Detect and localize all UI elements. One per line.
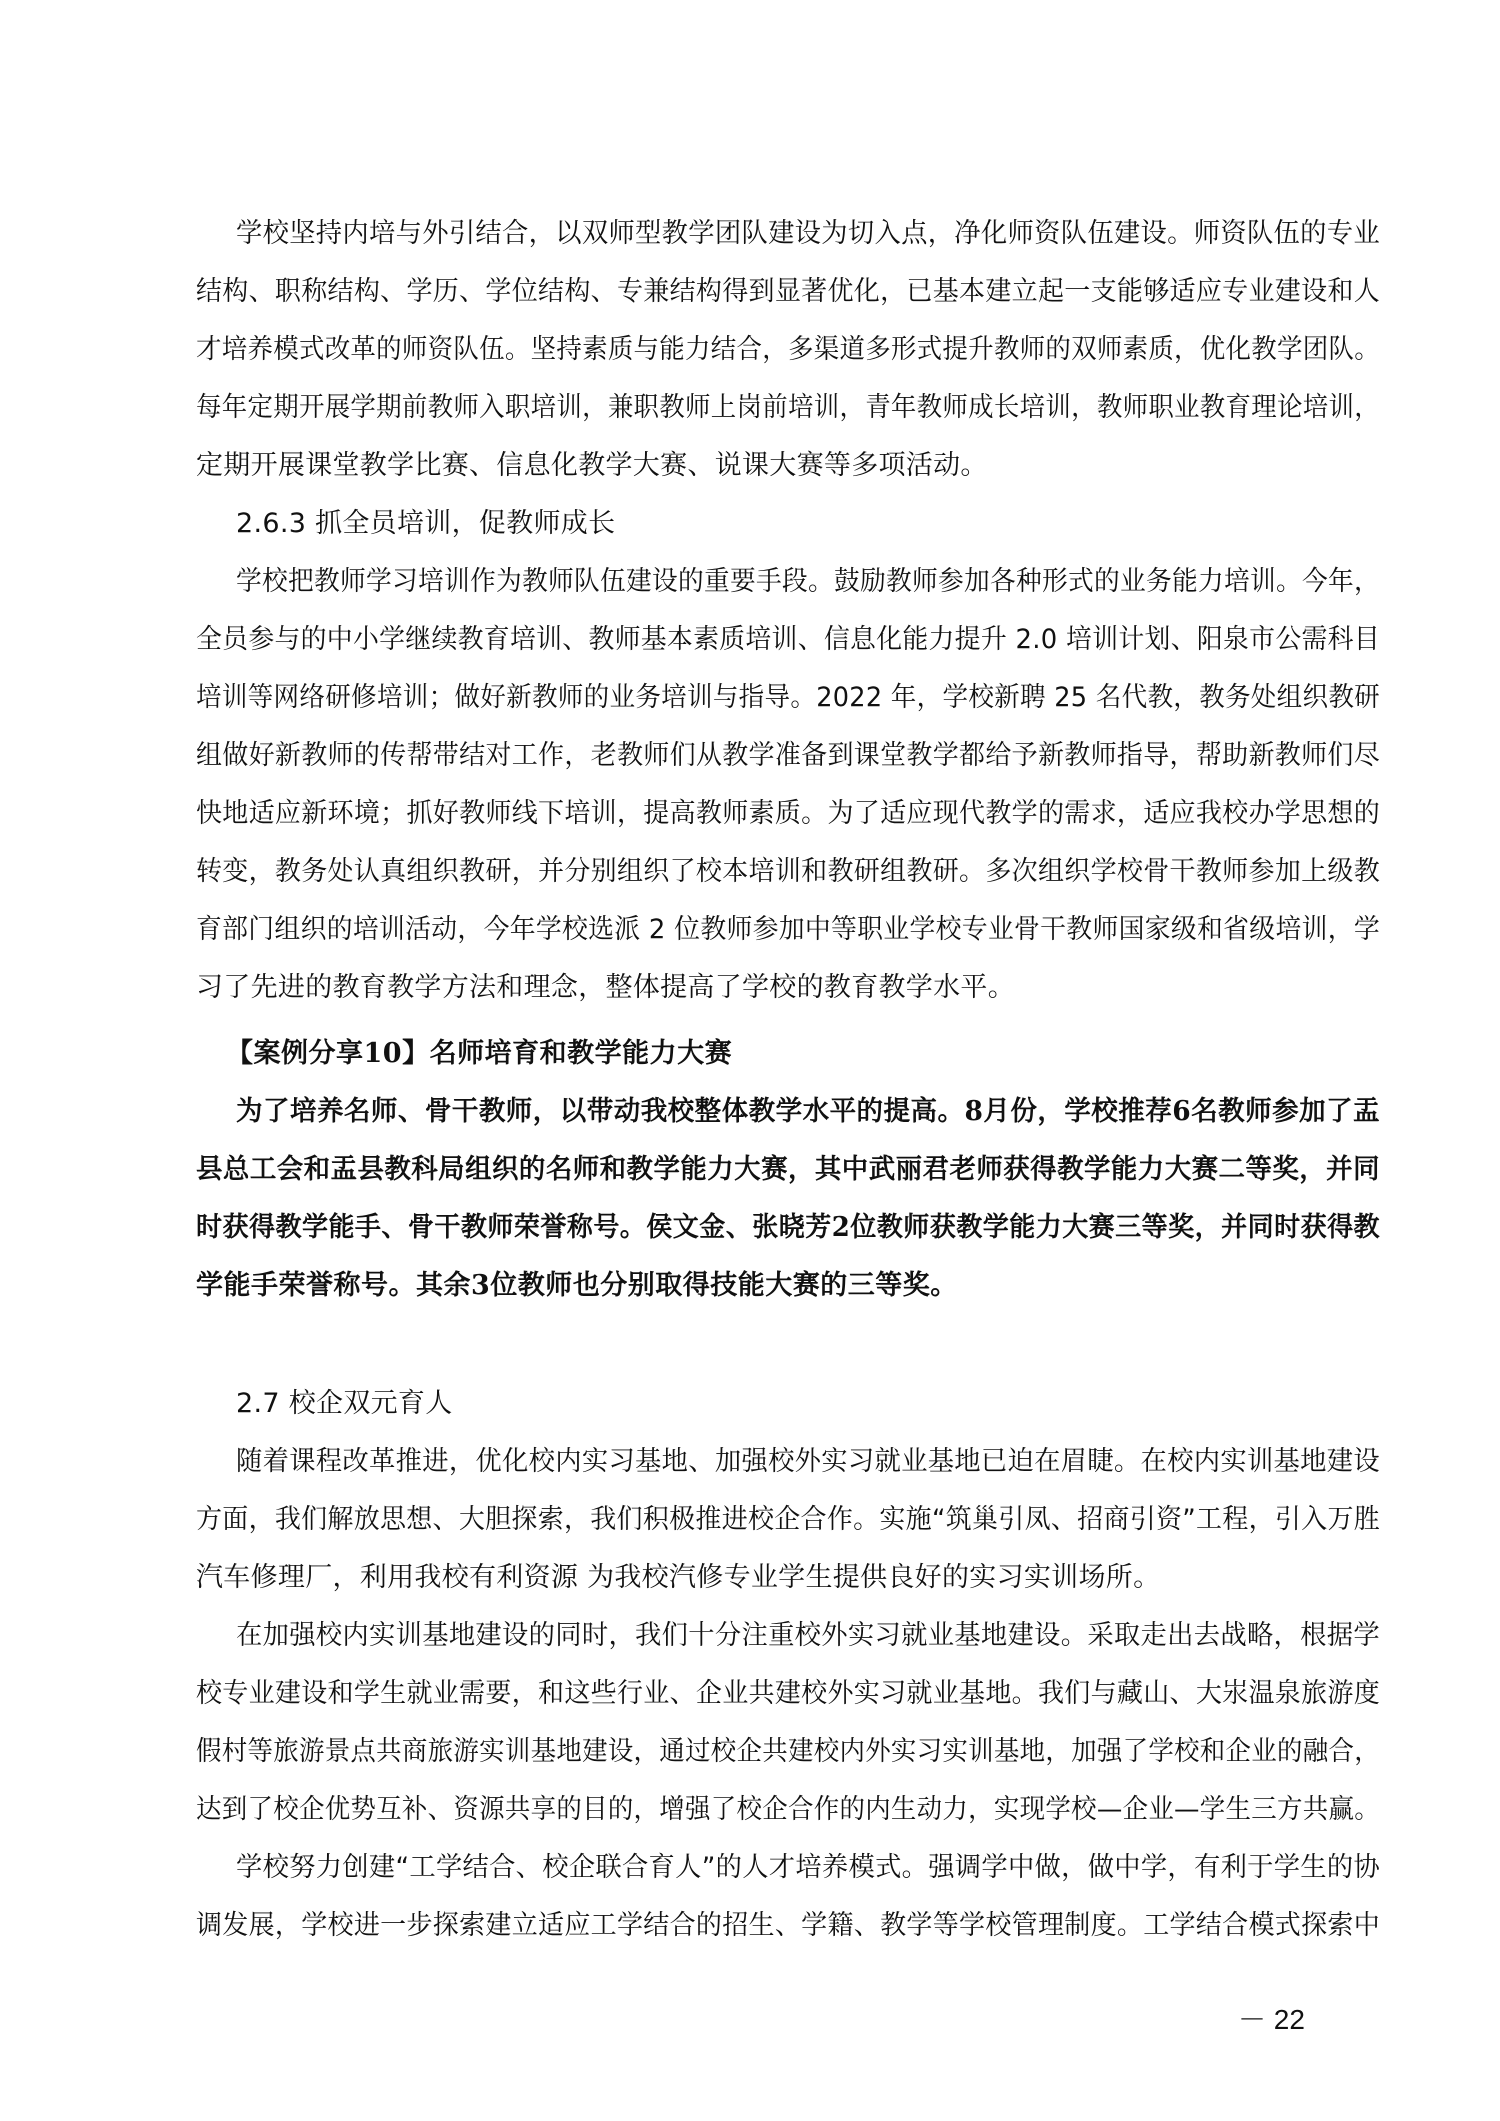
text-line: 为了培养名师、骨干教师，以带动我校整体教学水平的提高。8月份，学校推荐6名教师参加了盂 (236, 1096, 1381, 1127)
text-line: 随着课程改革推进，优化校内实习基地、加强校外实习就业基地已迫在眉睫。在校内实训基地建设 (236, 1446, 1380, 1477)
heading-text: 2.6.3 抓全员培训，促教师成长 (236, 508, 616, 539)
text-line: 方面，我们解放思想、大胆探索，我们积极推进校企合作。实施“筑巢引凤、招商引资”工程，引入万胜 (196, 1504, 1381, 1535)
text-line: 假村等旅游景点共商旅游实训基地建设，通过校企共建校内外实习实训基地，加强了学校和企业的融合， (196, 1736, 1380, 1767)
text-line: 培训等网络研修培训；做好新教师的业务培训与指导。2022 年，学校新聘 25 名代教，教务处组织教研 (196, 682, 1381, 713)
text-line: 定期开展课堂教学比赛、信息化教学大赛、说课大赛等多项活动。 (196, 450, 988, 481)
page-number: － 22 (1238, 2004, 1305, 2035)
text-line: 在加强校内实训基地建设的同时，我们十分注重校外实习就业基地建设。采取走出去战略，根据学 (236, 1620, 1380, 1651)
text-line: 调发展，学校进一步探索建立适应工学结合的招生、学籍、教学等学校管理制度。工学结合模式探索中 (196, 1910, 1381, 1941)
text-line: 育部门组织的培训活动，今年学校选派 2 位教师参加中等职业学校专业骨干教师国家级和省级培训，学 (196, 914, 1381, 945)
text-line: 学校坚持内培与外引结合，以双师型教学团队建设为切入点，净化师资队伍建设。师资队伍的专业 (236, 218, 1380, 249)
text-line: 组做好新教师的传帮带结对工作，老教师们从教学准备到课堂教学都给予新教师指导，帮助新教师们尽 (196, 740, 1381, 771)
heading-text: 2.7 校企双元育人 (236, 1388, 453, 1419)
text-line: 时获得教学能手、骨干教师荣誉称号。侯文金、张晓芳2位教师获教学能力大赛三等奖，并同时获得教 (196, 1212, 1381, 1243)
text-line: 县总工会和盂县教科局组织的名师和教学能力大赛，其中武丽君老师获得教学能力大赛二等奖，并同 (196, 1154, 1380, 1185)
text-line: 全员参与的中小学继续教育培训、教师基本素质培训、信息化能力提升 2.0 培训计划、阳泉市公需科目 (196, 624, 1380, 655)
text-line: 学校把教师学习培训作为教师队伍建设的重要手段。鼓励教师参加各种形式的业务能力培训。今年， (236, 566, 1381, 597)
text-line: 快地适应新环境；抓好教师线下培训，提高教师素质。为了适应现代教学的需求，适应我校办学思想的 (196, 798, 1381, 829)
case-title: 【案例分享10】名师培育和教学能力大赛 (226, 1038, 733, 1069)
text-line: 汽车修理厂，利用我校有利资源 为我校汽修专业学生提供良好的实习实训场所。 (196, 1562, 1161, 1593)
text-line: 才培养模式改革的师资队伍。坚持素质与能力结合，多渠道多形式提升教师的双师素质，优化教学团队。 (196, 334, 1380, 365)
text-line: 学能手荣誉称号。其余3位教师也分别取得技能大赛的三等奖。 (196, 1270, 958, 1301)
text-line: 转变，教务处认真组织教研，并分别组织了校本培训和教研组教研。多次组织学校骨干教师参加上级教 (196, 856, 1381, 887)
text-line: 习了先进的教育教学方法和理念，整体提高了学校的教育教学水平。 (196, 972, 1015, 1003)
text-line: 学校努力创建“工学结合、校企联合育人”的人才培养模式。强调学中做，做中学，有利于学生的协 (236, 1852, 1381, 1883)
text-line: 达到了校企优势互补、资源共享的目的，增强了校企合作的内生动力，实现学校—企业—学生三方共赢。 (196, 1794, 1380, 1825)
text-line: 每年定期开展学期前教师入职培训，兼职教师上岗前培训，青年教师成长培训，教师职业教育理论培训， (196, 392, 1380, 423)
text-line: 校专业建设和学生就业需要，和这些行业、企业共建校外实习就业基地。我们与藏山、大汖温泉旅游度 (196, 1678, 1381, 1709)
text-line: 结构、职称结构、学历、学位结构、专兼结构得到显著优化，已基本建立起一支能够适应专业建设和人 (196, 276, 1381, 307)
